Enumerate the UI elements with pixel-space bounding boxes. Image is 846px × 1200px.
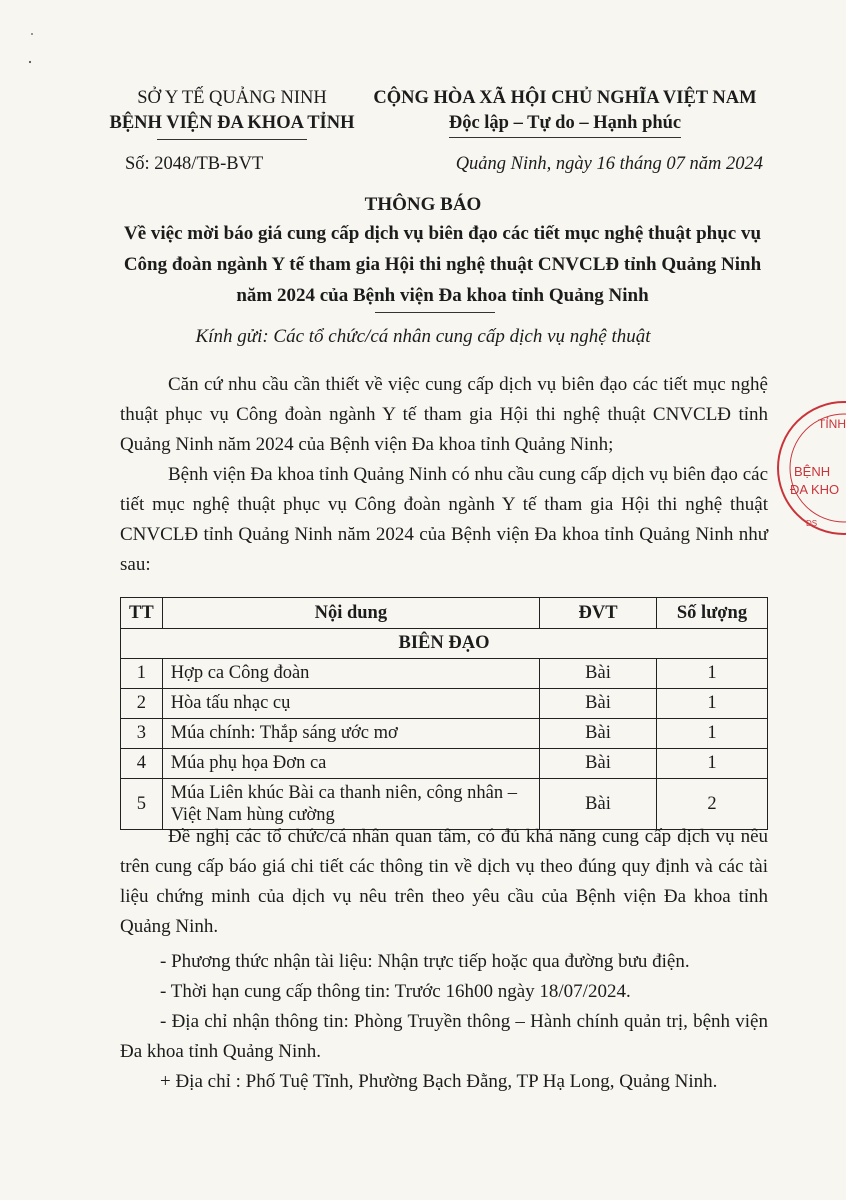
table-row — [121, 689, 768, 719]
col-header-unit: ĐVT — [540, 598, 657, 629]
issuer-block — [92, 86, 372, 140]
document-title: THÔNG BÁO — [364, 194, 482, 215]
paragraph-request: Đề nghị các tổ chức/cá nhân quan tâm, có đủ khả năng cung cấp dịch vụ nêu trên cung cấp báo giá chi tiết các thông tin về dịch vụ theo đúng quy định và các tài liệu chứng minh của dịch vụ nêu trên theo yêu cầu của Bệnh viện Đa khoa tỉnh Quảng Ninh. — [120, 826, 768, 937]
cell-tt: 5 — [121, 779, 163, 830]
paragraph-need: Bệnh viện Đa khoa tỉnh Quảng Ninh có nhu cầu cung cấp dịch vụ biên đạo các tiết mục nghệ thuật phục vụ Công đoàn ngành Y tế tham gia Hội thi nghệ thuật CNVCLĐ tỉnh Quảng Ninh năm 2024 của Bệnh viện Đa khoa tỉnh Quảng Ninh như sau: — [120, 464, 768, 575]
cell-qty: 1 — [657, 749, 768, 779]
cell-unit: Bài — [540, 749, 657, 779]
greeting: Kính gửi: Các tổ chức/cá nhân cung cấp dịch vụ nghệ thuật — [195, 326, 651, 347]
cell-tt: 4 — [121, 749, 163, 779]
stamp-line-2: BỆNH — [794, 464, 831, 479]
section-label: BIÊN ĐẠO — [121, 629, 768, 659]
country-name: CỘNG HÒA XÃ HỘI CHỦ NGHĨA VIỆT NAM — [373, 88, 757, 108]
table-section-row — [121, 629, 768, 659]
cell-tt: 2 — [121, 689, 163, 719]
national-header — [370, 86, 760, 138]
detail-address: + Địa chỉ : Phố Tuệ Tĩnh, Phường Bạch Đằng, TP Hạ Long, Quảng Ninh. — [160, 1071, 718, 1092]
stamp-line-3: ĐA KHO — [790, 482, 840, 497]
detail-receive-address: - Địa chỉ nhận thông tin: Phòng Truyền thông – Hành chính quản trị, bệnh viện Đa khoa tỉnh Quảng Ninh. — [120, 1011, 768, 1062]
document-subject: Về việc mời báo giá cung cấp dịch vụ biên đạo các tiết mục nghệ thuật phục vụ Công đoàn ngành Y tế tham gia Hội thi nghệ thuật CNVCLĐ tỉnh Quảng Ninh năm 2024 của Bệnh viện Đa khoa tỉnh Quảng Ninh — [123, 223, 762, 306]
issuer-name: BỆNH VIỆN ĐA KHOA TỈNH — [109, 113, 355, 133]
col-header-qty: Số lượng — [657, 598, 768, 629]
stamp-line-1: TỈNH — [818, 417, 846, 431]
cell-content: Múa Liên khúc Bài ca thanh niên, công nhân – Việt Nam hùng cường — [162, 779, 539, 830]
table-row — [121, 749, 768, 779]
stamp-mark: ĐS — [806, 519, 818, 528]
cell-content: Múa chính: Thắp sáng ước mơ — [162, 719, 539, 749]
cell-tt: 1 — [121, 659, 163, 689]
service-table — [120, 597, 768, 830]
table-row — [121, 719, 768, 749]
cell-tt: 3 — [121, 719, 163, 749]
red-seal-stamp — [772, 398, 846, 538]
paragraph-basis: Căn cứ nhu cầu cần thiết về việc cung cấp dịch vụ biên đạo các tiết mục nghệ thuật phục vụ Công đoàn ngành Y tế tham gia Hội thi nghệ thuật CNVCLĐ tỉnh Quảng Ninh năm 2024 của Bệnh viện Đa khoa tỉnh Quảng Ninh; — [120, 374, 768, 455]
cell-content: Múa phụ họa Đơn ca — [162, 749, 539, 779]
issuer-underline — [157, 139, 307, 140]
national-motto: Độc lập – Tự do – Hạnh phúc — [449, 111, 681, 138]
col-header-tt: TT — [121, 598, 163, 629]
cell-content: Hợp ca Công đoàn — [162, 659, 539, 689]
cell-qty: 1 — [657, 719, 768, 749]
cell-qty: 2 — [657, 779, 768, 830]
issuer-parent: SỞ Y TẾ QUẢNG NINH — [137, 88, 327, 108]
table-row — [121, 659, 768, 689]
cell-unit: Bài — [540, 719, 657, 749]
scan-specks — [28, 30, 48, 70]
detail-method: - Phương thức nhận tài liệu: Nhận trực tiếp hoặc qua đường bưu điện. — [160, 951, 690, 972]
issue-date: Quảng Ninh, ngày 16 tháng 07 năm 2024 — [455, 154, 763, 174]
cell-qty: 1 — [657, 689, 768, 719]
cell-unit: Bài — [540, 689, 657, 719]
cell-content: Hòa tấu nhạc cụ — [162, 689, 539, 719]
detail-deadline: - Thời hạn cung cấp thông tin: Trước 16h00 ngày 18/07/2024. — [160, 981, 631, 1002]
col-header-content: Nội dung — [162, 598, 539, 629]
cell-unit: Bài — [540, 779, 657, 830]
subject-underline — [375, 312, 495, 313]
table-header-row — [121, 598, 768, 629]
cell-qty: 1 — [657, 659, 768, 689]
cell-unit: Bài — [540, 659, 657, 689]
document-number: Số: 2048/TB-BVT — [125, 154, 264, 174]
